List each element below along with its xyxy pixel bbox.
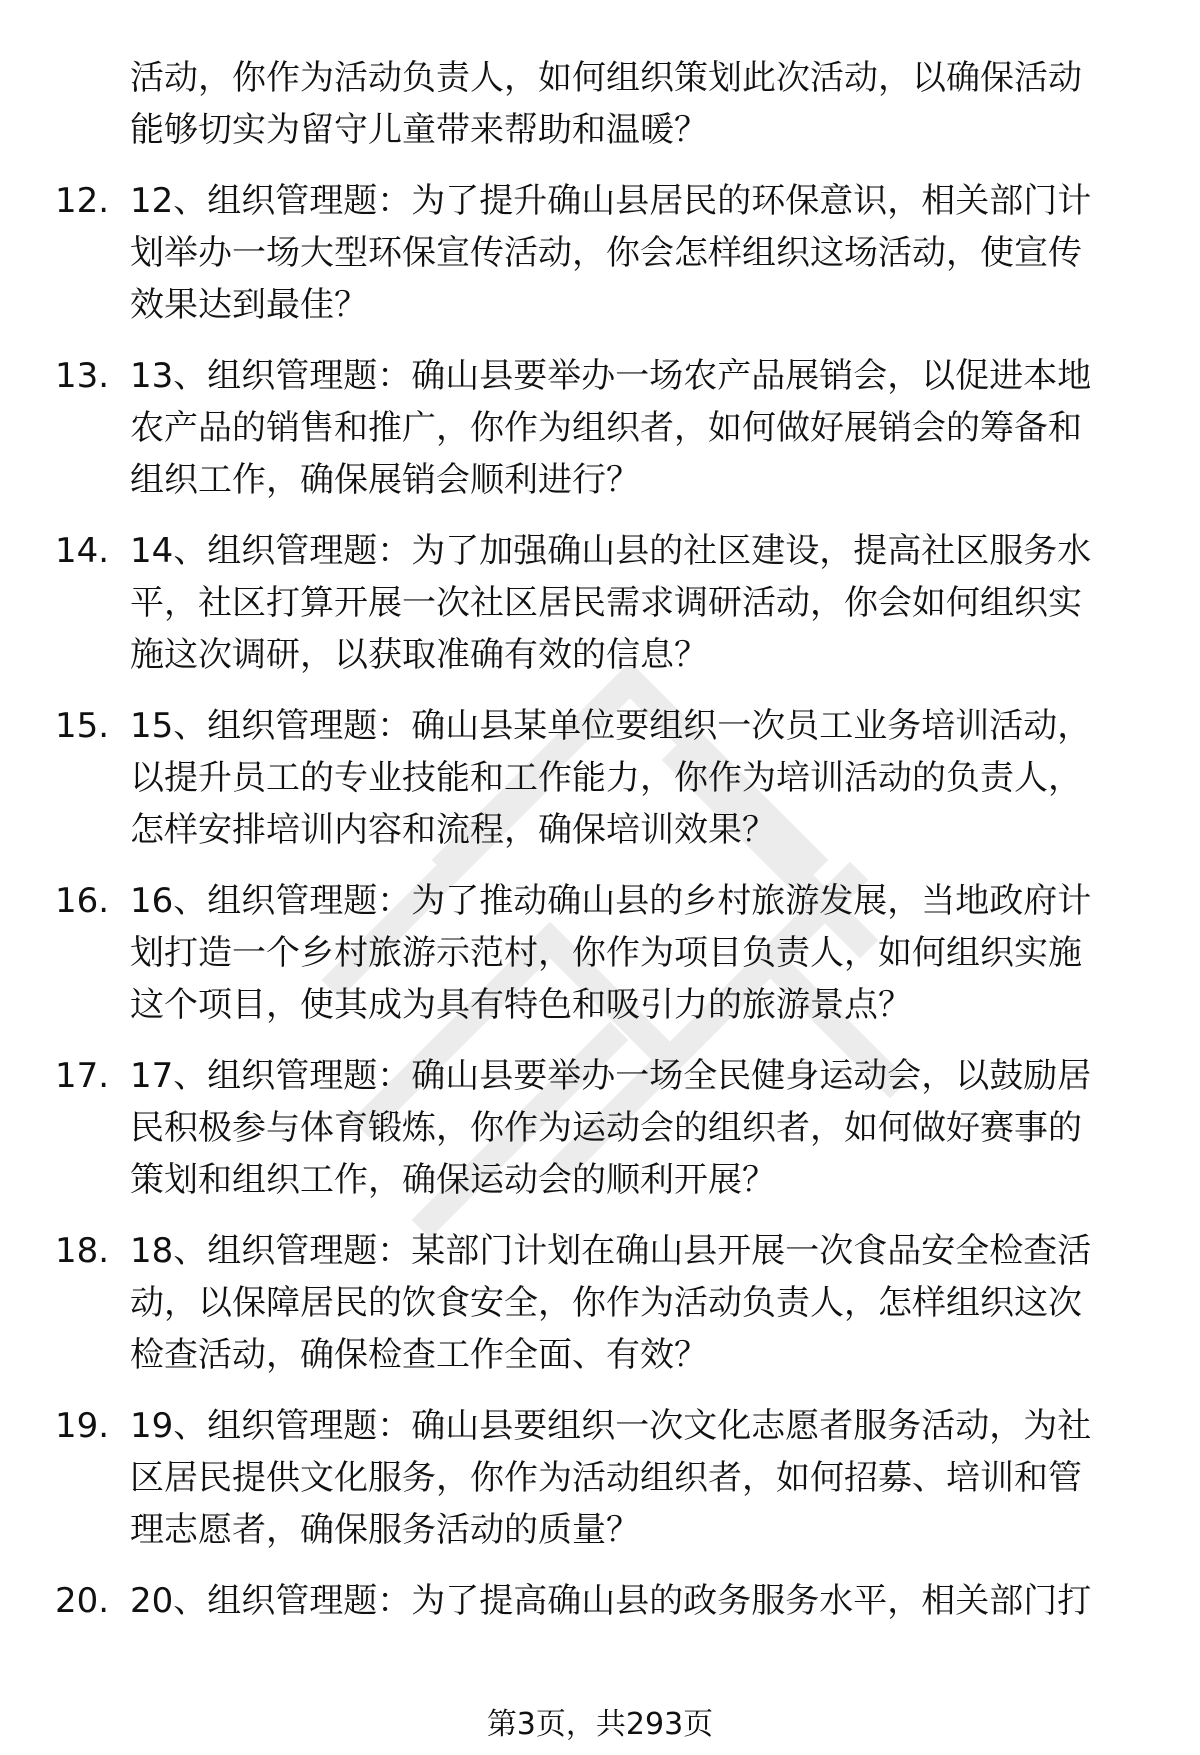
item-line: 效果达到最佳？: [130, 285, 368, 325]
item-number: 18.: [55, 1231, 110, 1271]
item-line: 17、组织管理题：确山县要举办一场全民健身运动会，以鼓励居: [130, 1056, 1092, 1096]
item-line: 平，社区打算开展一次社区居民需求调研活动，你会如何组织实: [130, 583, 1082, 623]
item-line: 划打造一个乡村旅游示范村，你作为项目负责人，如何组织实施: [130, 933, 1082, 973]
item-line: 20、组织管理题：为了提高确山县的政务服务水平，相关部门打: [130, 1581, 1092, 1621]
item-line: 14、组织管理题：为了加强确山县的社区建设，提高社区服务水: [130, 531, 1092, 571]
item-line: 施这次调研，以获取准确有效的信息？: [130, 635, 708, 675]
item-line: 18、组织管理题：某部门计划在确山县开展一次食品安全检查活: [130, 1231, 1092, 1271]
item-number: 19.: [55, 1406, 110, 1446]
item-number: 16.: [55, 881, 110, 921]
item-line: 怎样安排培训内容和流程，确保培训效果？: [130, 810, 776, 850]
item-line: 以提升员工的专业技能和工作能力，你作为培训活动的负责人，: [130, 758, 1082, 798]
item-line: 划举办一场大型环保宣传活动，你会怎样组织这场活动，使宣传: [130, 233, 1082, 273]
item-number: 14.: [55, 531, 110, 571]
item-line: 民积极参与体育锻炼，你作为运动会的组织者，如何做好赛事的: [130, 1108, 1082, 1148]
item-number: 13.: [55, 356, 110, 396]
item-line: 动，以保障居民的饮食安全，你作为活动负责人，怎样组织这次: [130, 1283, 1082, 1323]
item-line: 策划和组织工作，确保运动会的顺利开展？: [130, 1160, 776, 1200]
item-line: 15、组织管理题：确山县某单位要组织一次员工业务培训活动，: [130, 706, 1092, 746]
item-number: 20.: [55, 1581, 110, 1621]
item-number: 15.: [55, 706, 110, 746]
page-footer: 第3页，共293页: [486, 1707, 714, 1742]
item-number: 12.: [55, 181, 110, 221]
item-line: 16、组织管理题：为了推动确山县的乡村旅游发展，当地政府计: [130, 881, 1092, 921]
item-line: 12、组织管理题：为了提升确山县居民的环保意识，相关部门计: [130, 181, 1092, 221]
continuation-line: 活动，你作为活动负责人，如何组织策划此次活动，以确保活动: [130, 58, 1082, 98]
item-line: 理志愿者，确保服务活动的质量？: [130, 1510, 640, 1550]
item-line: 19、组织管理题：确山县要组织一次文化志愿者服务活动，为社: [130, 1406, 1092, 1446]
item-number: 17.: [55, 1056, 110, 1096]
item-line: 13、组织管理题：确山县要举办一场农产品展销会，以促进本地: [130, 356, 1092, 396]
item-line: 组织工作，确保展销会顺利进行？: [130, 460, 640, 500]
item-line: 区居民提供文化服务，你作为活动组织者，如何招募、培训和管: [130, 1458, 1082, 1498]
item-line: 这个项目，使其成为具有特色和吸引力的旅游景点？: [130, 985, 912, 1025]
item-line: 农产品的销售和推广，你作为组织者，如何做好展销会的筹备和: [130, 408, 1082, 448]
continuation-line: 能够切实为留守儿童带来帮助和温暖？: [130, 110, 708, 150]
item-line: 检查活动，确保检查工作全面、有效？: [130, 1335, 708, 1375]
